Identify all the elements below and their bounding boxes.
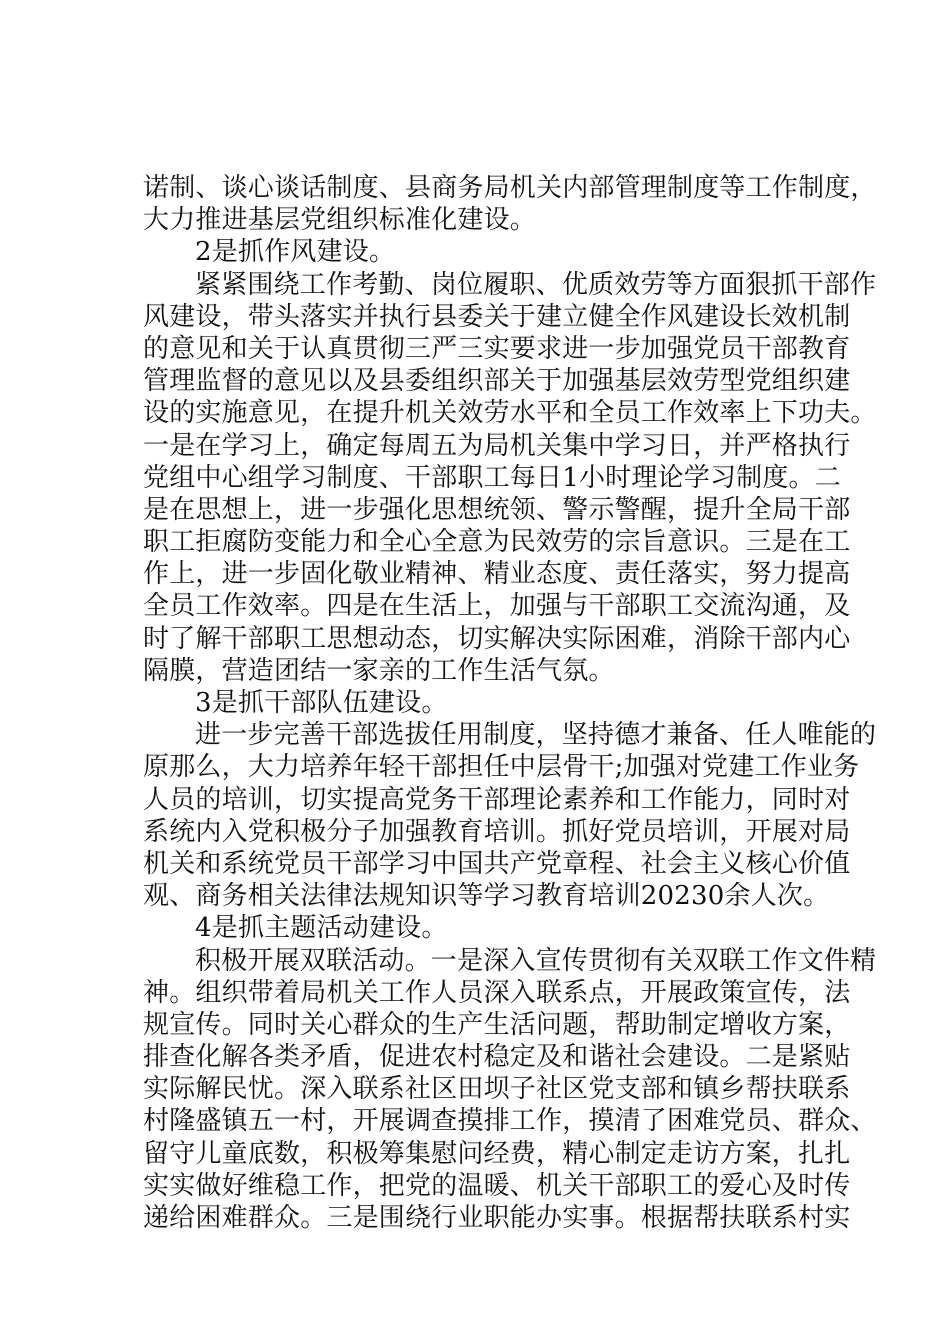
text-line: 实际解民忧。深入联系社区田坝子社区党支部和镇乡帮扶联系 <box>143 1074 851 1105</box>
text-line: 紧紧围绕工作考勤、岗位履职、优质效劳等方面狠抓干部作 <box>195 269 877 300</box>
text-line: 作上，进一步固化敬业精神、精业态度、责任落实，努力提高 <box>143 559 851 590</box>
text-line: 4是抓主题活动建设。 <box>195 913 448 944</box>
text-line: 机关和系统党员干部学习中国共产党章程、社会主义核心价值 <box>143 848 851 879</box>
document-body <box>143 172 877 1234</box>
text-line: 的意见和关于认真贯彻三严三实要求进一步加强党员干部教育 <box>143 333 851 364</box>
text-line: 神。组织带着局机关工作人员深入联系点，开展政策宣传，法 <box>143 977 851 1008</box>
text-line: 原那么，大力培养年轻干部担任中层骨干;加强对党建工作业务 <box>143 752 860 783</box>
text-line: 系统内入党积极分子加强教育培训。抓好党员培训，开展对局 <box>143 816 851 847</box>
text-line: 进一步完善干部选拔任用制度，坚持德才兼备、任人唯能的 <box>195 720 877 751</box>
text-line: 实实做好维稳工作，把党的温暖、机关干部职工的爱心及时传 <box>143 1170 851 1201</box>
text-line: 管理监督的意见以及县委组织部关于加强基层效劳型党组织建 <box>143 366 851 397</box>
text-line: 时了解干部职工思想动态，切实解决实际困难，消除干部内心 <box>143 623 851 654</box>
text-line: 党组中心组学习制度、干部职工每日1小时理论学习制度。二 <box>143 462 841 493</box>
text-line: 2是抓作风建设。 <box>195 237 396 268</box>
text-line: 村隆盛镇五一村，开展调查摸排工作，摸清了困难党员、群众、 <box>143 1106 877 1137</box>
text-line: 留守儿童底数，积极筹集慰问经费，精心制定走访方案，扎扎 <box>143 1138 851 1169</box>
text-line: 排查化解各类矛盾，促进农村稳定及和谐社会建设。二是紧贴 <box>143 1042 851 1073</box>
text-line: 职工拒腐防变能力和全心全意为民效劳的宗旨意识。三是在工 <box>143 527 851 558</box>
text-line: 一是在学习上，确定每周五为局机关集中学习日，并严格执行 <box>143 430 851 461</box>
text-line: 递给困难群众。三是围绕行业职能办实事。根据帮扶联系村实 <box>143 1203 851 1233</box>
text-line: 隔膜，营造团结一家亲的工作生活气氛。 <box>143 655 615 686</box>
text-line: 积极开展双联活动。一是深入宣传贯彻有关双联工作文件精 <box>195 945 877 976</box>
text-line: 大力推进基层党组织标准化建设。 <box>143 205 537 236</box>
text-line: 诺制、谈心谈话制度、县商务局机关内部管理制度等工作制度， <box>143 173 877 203</box>
text-line: 风建设，带头落实并执行县委关于建立健全作风建设长效机制 <box>143 301 851 332</box>
text-line: 规宣传。同时关心群众的生产生活问题，帮助制定增收方案， <box>143 1009 851 1040</box>
text-line: 人员的培训，切实提高党务干部理论素养和工作能力，同时对 <box>143 784 851 815</box>
text-line: 全员工作效率。四是在生活上，加强与干部职工交流沟通，及 <box>143 591 851 622</box>
text-line: 3是抓干部队伍建设。 <box>195 688 448 718</box>
text-line: 是在思想上，进一步强化思想统领、警示警醒，提升全局干部 <box>143 494 851 525</box>
text-line: 观、商务相关法律法规知识等学习教育培训20230余人次。 <box>143 881 830 912</box>
text-line: 设的实施意见，在提升机关效劳水平和全员工作效率上下功夫。 <box>143 398 877 429</box>
